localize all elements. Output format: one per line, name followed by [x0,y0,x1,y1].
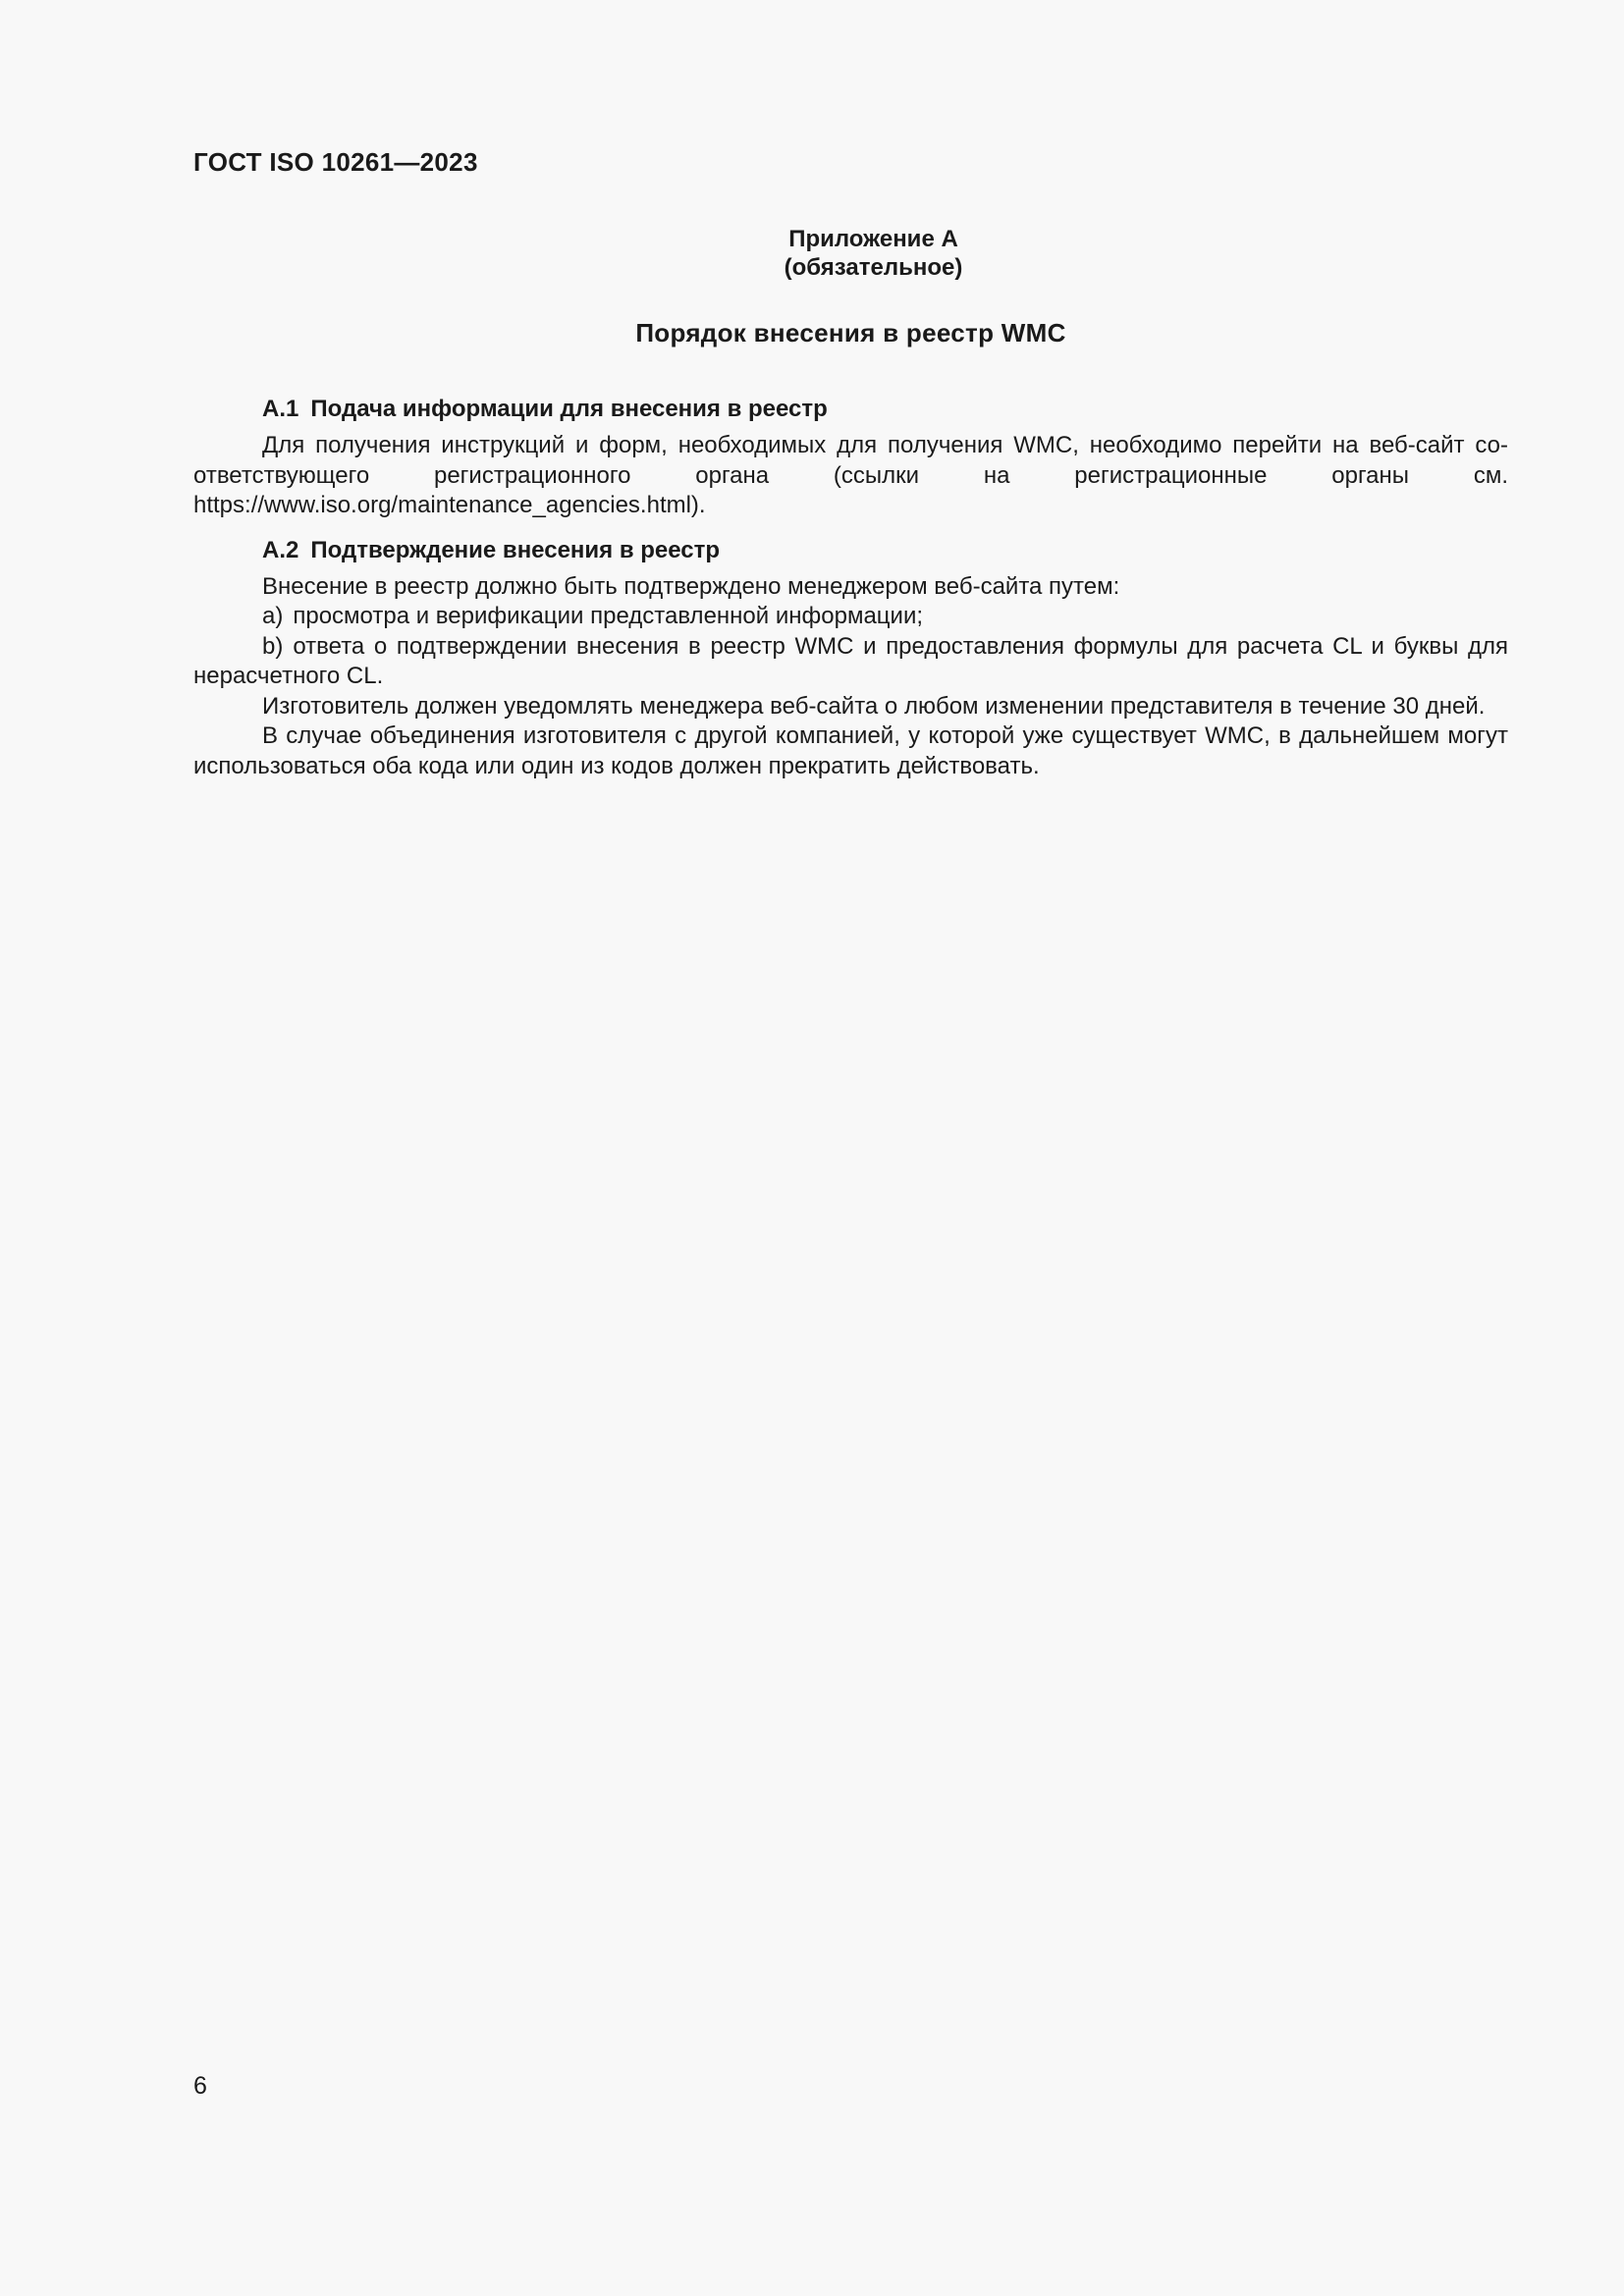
paragraph: В случае объединения изготовителя с другой компанией, у которой уже существует WMC, в дальнейшем могут использоваться оба кода или один из кодов должен прекратить действовать. [193,722,1508,779]
clause-a2 [193,535,1508,782]
annex-title-block [193,225,1508,282]
clause-title [193,535,1508,566]
annex-status: (обязательное) [784,254,963,281]
clause-title-text: Подача информации для внесения в реестр [310,396,828,422]
clause-number: А.2 [262,536,299,563]
annex-content [193,394,1508,781]
clause-a1 [193,394,1508,521]
list-item-label: b) [262,632,284,660]
list-item [193,632,1508,692]
clause-number: А.1 [262,396,299,422]
page-number: 6 [193,2072,207,2100]
clause-title [193,394,1508,425]
list-item-text: ответа о подтверждении внесения в реестр WMC и предоставления формулы для расчета CL и буквы для нерасчетного CL. [193,632,1508,689]
annex-title: Приложение А [788,226,958,252]
paragraph: Для получения инструкций и форм, необходимых для получения WMC, необходимо перейти на веб-сайт соответствующего регистрационного органа (ссылки на регистрационные органы см. https://www.iso.org/maintenance_agencies.html). [193,432,1508,518]
paragraph: Внесение в реестр должно быть подтверждено менеджером веб-сайта путем: [262,572,1120,600]
clause-title-text: Подтверждение внесения в реестр [310,536,721,563]
list-item-text: просмотра и верификации представленной информации; [293,603,924,629]
document-page [193,0,1508,2296]
list-item [193,602,1508,632]
list-item-label: a) [262,603,284,629]
paragraph: Изготовитель должен уведомлять менеджера веб-сайта о любом изменении представителя в течение 30 дней. [262,692,1486,720]
standard-code-header: ГОСТ ISO 10261—2023 [193,147,478,177]
annex-heading: Порядок внесения в реестр WMC [635,318,1066,347]
